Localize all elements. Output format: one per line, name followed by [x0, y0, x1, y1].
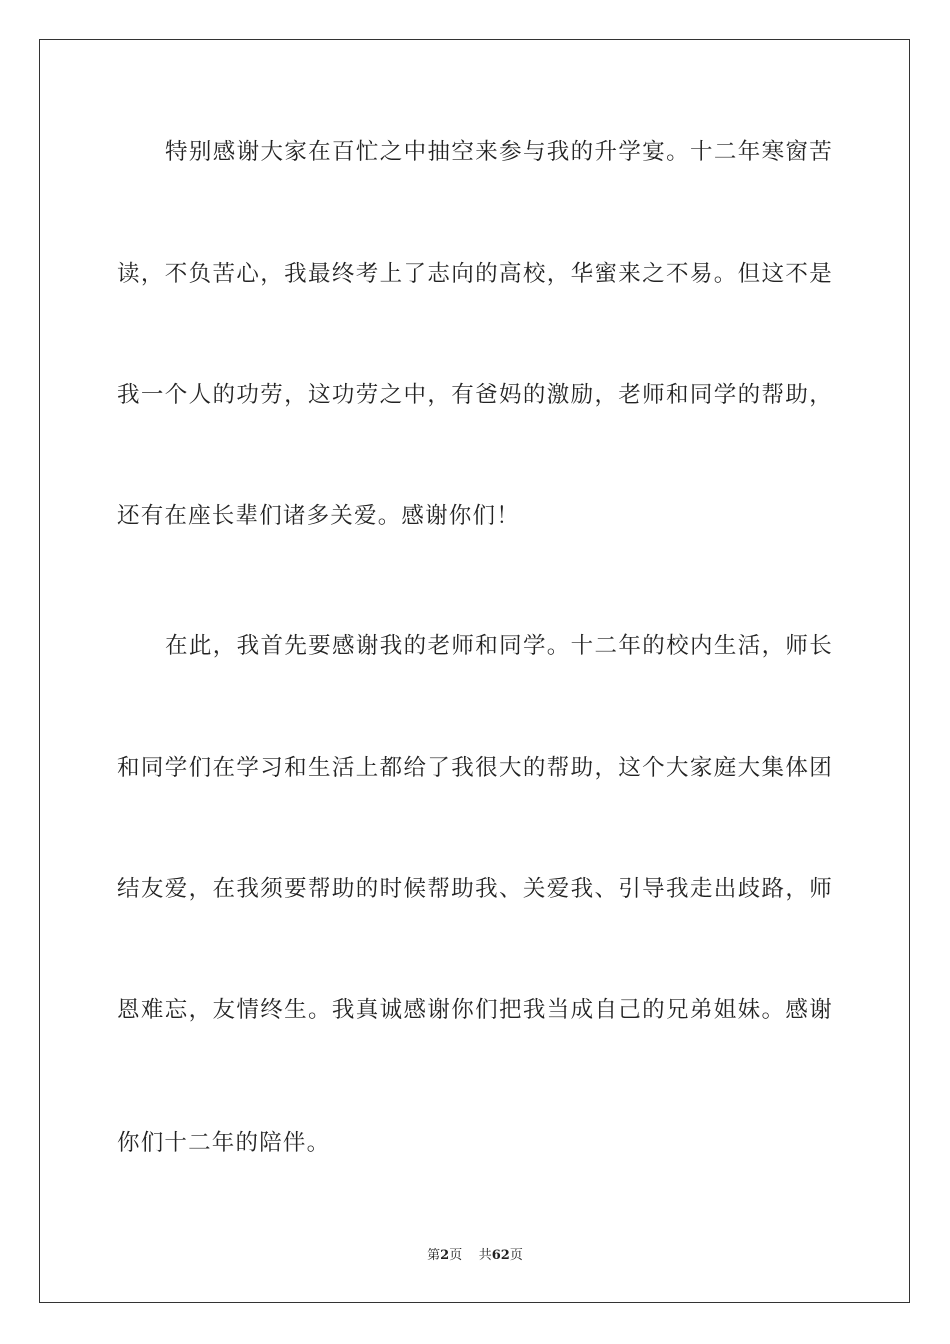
- page-prefix: 第: [427, 1248, 441, 1263]
- page-number: 2: [440, 1248, 450, 1263]
- paragraph-2-line-4: 恩难忘，友情终生。我真诚感谢你们把我当成自己的兄弟姐妹。感谢: [117, 997, 833, 1023]
- paragraph-2-line-2: 和同学们在学习和生活上都给了我很大的帮助，这个大家庭大集体团: [117, 755, 833, 781]
- total-suffix: 页: [509, 1248, 523, 1263]
- paragraph-1-line-4: 还有在座长辈们诸多关爱。感谢你们！: [117, 503, 520, 529]
- paragraph-2-line-3: 结友爱，在我须要帮助的时候帮助我、关爱我、引导我走出歧路，师: [117, 876, 833, 902]
- page-suffix: 页: [449, 1248, 463, 1263]
- total-pages: 62: [491, 1248, 510, 1263]
- page-border: [39, 39, 910, 1303]
- page-footer: [0, 1247, 950, 1265]
- total-prefix: 共: [478, 1248, 492, 1263]
- paragraph-2-line-5: 你们十二年的陪伴。: [117, 1130, 331, 1156]
- paragraph-1-line-1: 特别感谢大家在百忙之中抽空来参与我的升学宴。十二年寒窗苦: [165, 139, 833, 165]
- paragraph-2-line-1: 在此，我首先要感谢我的老师和同学。十二年的校内生活，师长: [165, 633, 833, 659]
- paragraph-1-line-2: 读，不负苦心，我最终考上了志向的高校，华蜜来之不易。但这不是: [117, 261, 833, 287]
- paragraph-1-line-3: 我一个人的功劳，这功劳之中，有爸妈的激励，老师和同学的帮助，: [117, 382, 833, 408]
